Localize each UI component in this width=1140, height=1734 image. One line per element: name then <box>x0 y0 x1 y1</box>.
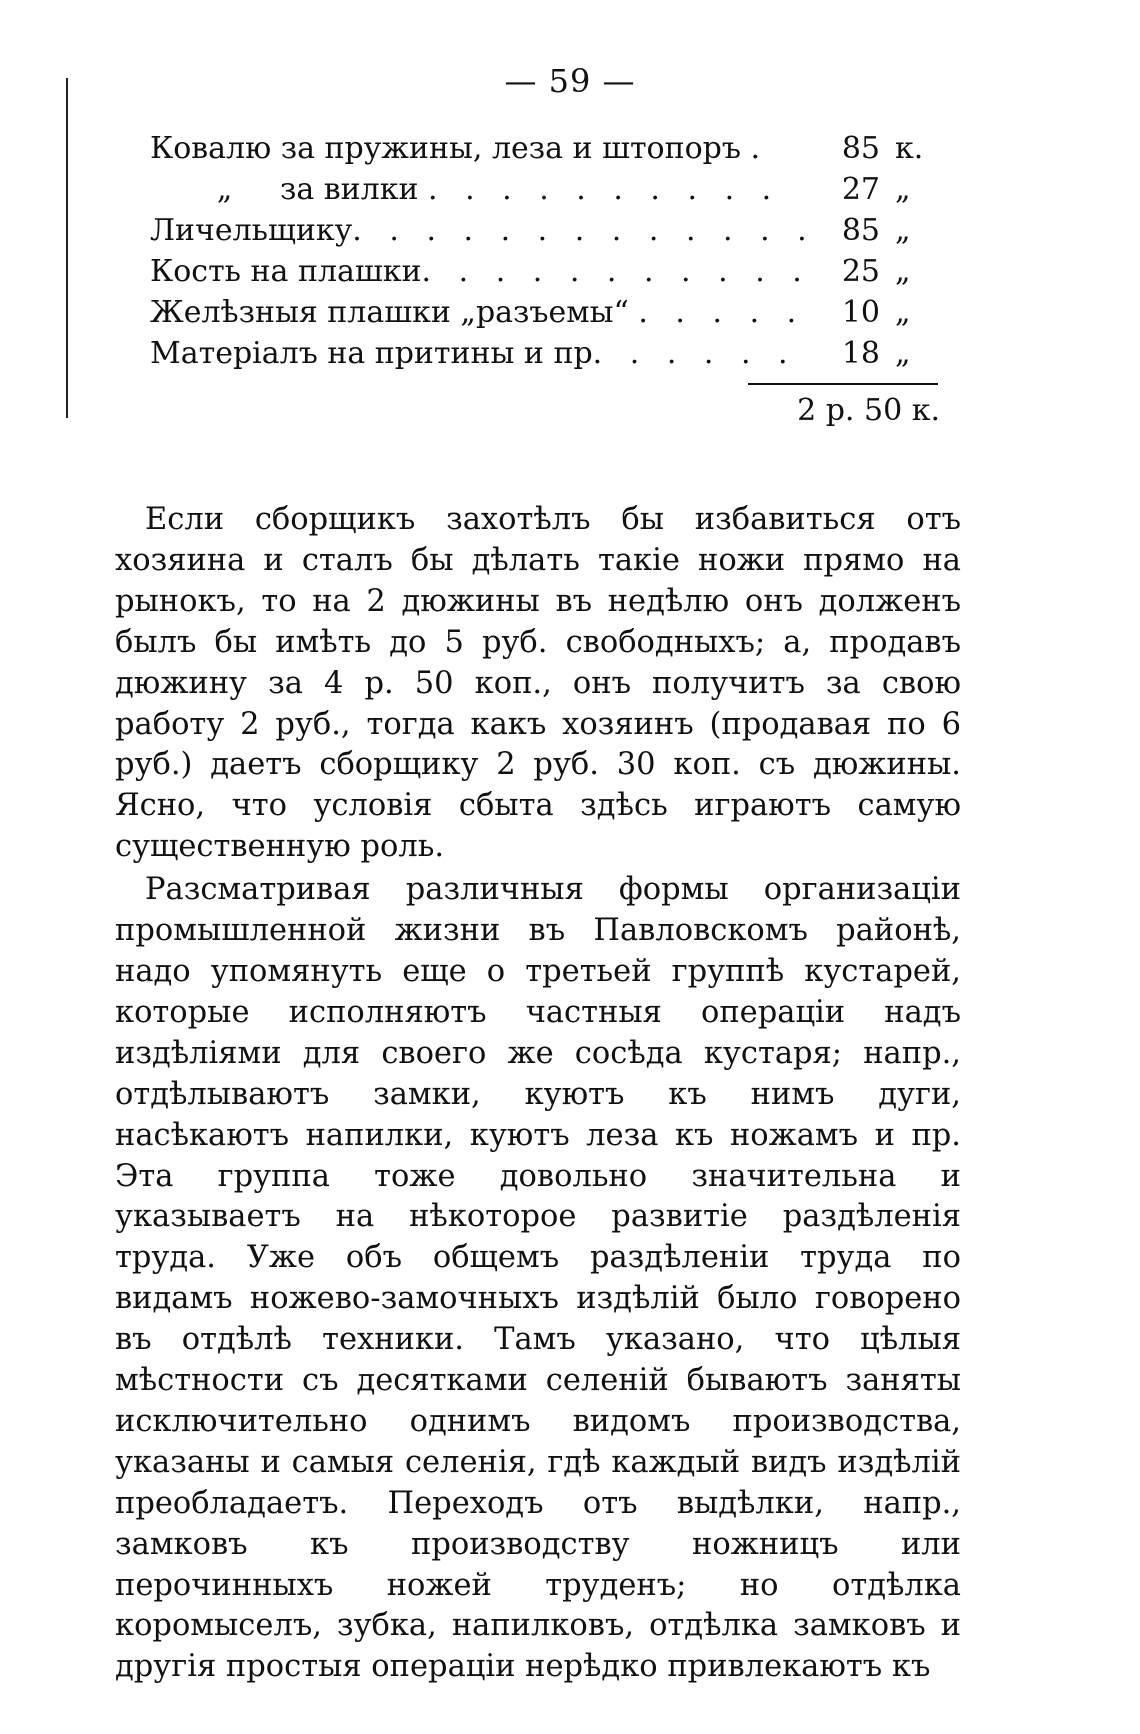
ledger-row <box>150 251 930 292</box>
ledger-amount: 18 <box>841 336 880 371</box>
paragraph: Разсматривая различныя формы организаціи промышленной жизни въ Павловскомъ районѣ, надо упомянуть еще о третьей группѣ кустарей, которые исполняютъ частныя операціи надъ издѣліями для своего же сосѣда кустаря; напр., отдѣлываютъ замки, куютъ къ нимъ дуги, насѣкаютъ напилки, куютъ леза къ ножамъ и пр. Эта группа тоже довольно значительна и указываетъ на нѣкоторое развитіе раздѣленія труда. Уже объ общемъ раздѣленіи труда по видамъ ножево-замочныхъ издѣлій было говорено въ отдѣлѣ техники. Тамъ указано, что цѣлыя мѣстности съ десятками селеній бываютъ заняты исключительно однимъ видомъ производства, указаны и самыя селенія, гдѣ каждый видъ издѣлій преобладаетъ. Переходъ отъ выдѣлки, напр., замковъ къ производству ножницъ или перочинныхъ ножей труденъ; но отдѣлка коромыселъ, зубка, напилковъ, отдѣлка замковъ и другія простыя операціи нерѣдко привлекаютъ къ <box>115 872 961 1685</box>
ledger-leader-dots: . . . . . . . . . . <box>428 172 781 207</box>
ledger-leader-dots: . <box>750 131 770 166</box>
ledger-item-label: Матеріалъ на притины и пр <box>150 336 593 371</box>
expense-ledger <box>150 128 930 374</box>
ledger-row <box>150 169 930 210</box>
ledger-leader-dots: . . . . . <box>638 295 806 330</box>
ledger-leader-dots: . . . . . . <box>592 336 797 371</box>
ledger-total-rule <box>748 383 938 385</box>
ledger-row <box>150 210 930 251</box>
ledger-unit: „ <box>895 336 911 371</box>
ledger-unit: „ <box>895 213 911 248</box>
ledger-item <box>150 333 797 374</box>
ledger-item-label: „ за вилки <box>150 172 419 207</box>
ledger-leader-dots: . . . . . . . . . . . <box>421 254 811 289</box>
ledger-item <box>150 169 780 210</box>
margin-mark <box>66 78 68 418</box>
ledger-row <box>150 333 930 374</box>
ledger-row <box>150 128 930 169</box>
ledger-item <box>150 251 811 292</box>
ledger-item-label: Желѣзныя плашки „разъемы“ <box>150 295 629 330</box>
ledger-total: 2 р. 50 к. <box>797 393 940 428</box>
ledger-item-label: Ковалю за пружины, леза и штопоръ <box>150 131 741 166</box>
ledger-amount: 10 <box>841 295 880 330</box>
ledger-item-label: Кость на плашки <box>150 254 422 289</box>
ledger-unit: „ <box>895 295 911 330</box>
ledger-item <box>150 292 806 333</box>
ledger-unit: „ <box>895 172 911 207</box>
ledger-unit: к. <box>895 131 924 166</box>
ledger-amount: 25 <box>841 254 880 289</box>
ledger-amount: 85 <box>841 213 880 248</box>
ledger-item <box>150 128 780 169</box>
ledger-amount: 27 <box>841 172 880 207</box>
ledger-item-label: Личельщику <box>150 213 353 248</box>
ledger-unit: „ <box>895 254 911 289</box>
page-number: — 59 — <box>504 62 636 100</box>
ledger-amount: 85 <box>841 131 880 166</box>
ledger-item <box>150 210 816 251</box>
ledger-leader-dots: . . . . . . . . . . . . . <box>352 213 816 248</box>
ledger-row <box>150 292 930 333</box>
paragraph: Если сборщикъ захотѣлъ бы избавиться отъ хозяина и сталъ бы дѣлать такіе ножи прямо на рынокъ, то на 2 дюжины въ недѣлю онъ долженъ былъ бы имѣть до 5 руб. свободныхъ; а, продавъ дюжину за 4 р. 50 коп., онъ получитъ за свою работу 2 руб., тогда какъ хозяинъ (продавая по 6 руб.) даетъ сборщику 2 руб. 30 коп. съ дюжины. Ясно, что условія сбыта здѣсь играютъ самую существенную роль. <box>115 502 961 865</box>
body-text <box>115 500 961 1688</box>
